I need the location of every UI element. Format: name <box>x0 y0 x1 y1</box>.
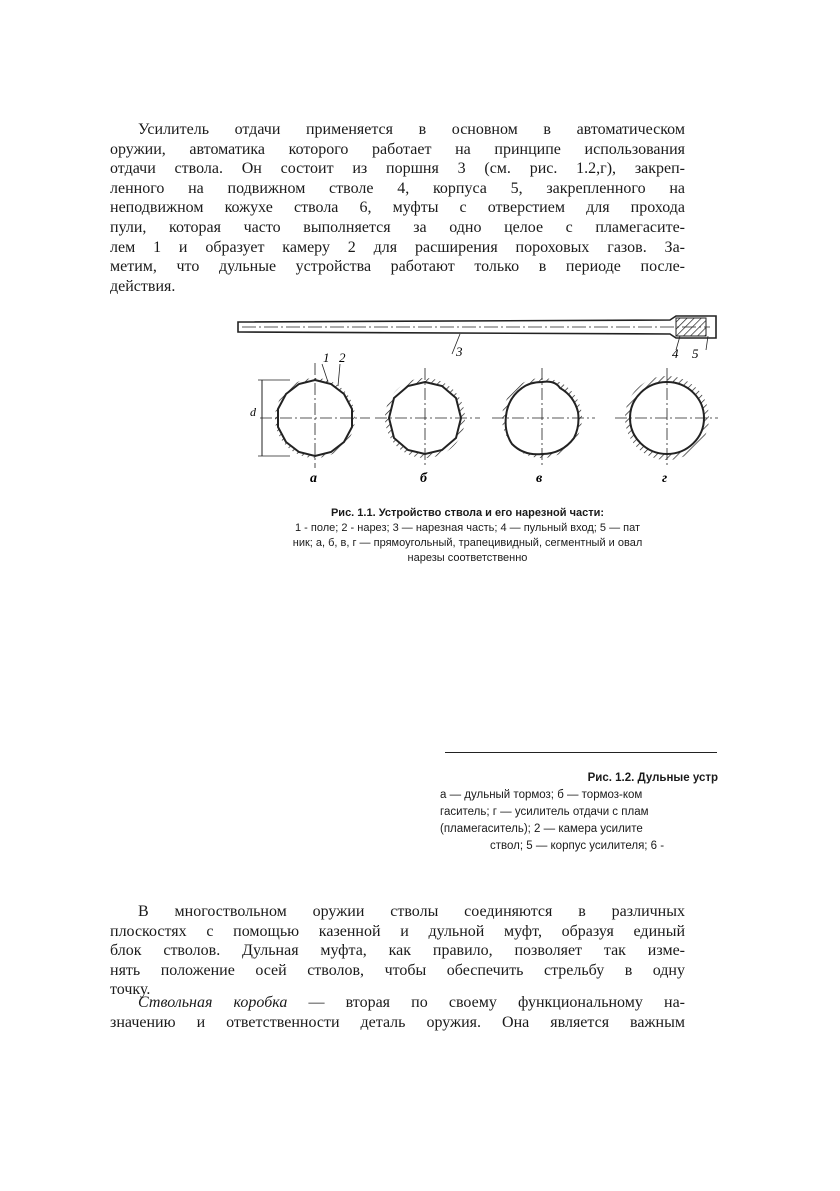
barrel-rifling-figure <box>230 308 720 494</box>
label-b: б <box>420 471 427 486</box>
label-a: а <box>310 471 317 486</box>
caption-line: ник; а, б, в, г — прямоугольный, трапецивидный, сегментный и овал <box>292 537 643 549</box>
text-line: точку. <box>110 981 151 999</box>
label-1: 1 <box>323 350 330 365</box>
text-line: блок стволов. Дульная муфта, как правило, позволяет так изме- <box>110 942 685 960</box>
text-line: неподвижном кожухе ствола 6, муфты с отверстием для прохода <box>110 199 685 217</box>
caption-line: (пламегаситель); 2 — камера усилите <box>440 823 643 835</box>
caption-line: а — дульный тормоз; б — тормоз-ком <box>440 789 643 801</box>
caption-title: Рис. 1.2. Дульные устр <box>587 772 718 784</box>
text-line: значению и ответственности деталь оружия. Она является важным <box>110 1013 685 1031</box>
label-g: г <box>662 471 668 486</box>
figure-1-1-caption <box>210 506 725 566</box>
text-line: пули, которая часто выполняется за одно целое с пламегасите- <box>110 218 685 236</box>
barrel-label-3: 3 <box>456 344 463 359</box>
section-oval <box>615 368 718 468</box>
label-v: в <box>536 471 543 486</box>
text-line: оружии, автоматика которого работает на принципе использования <box>110 140 685 158</box>
text-line: лем 1 и образует камеру 2 для расширения пороховых газов. За- <box>110 238 685 256</box>
text-line: действия. <box>110 277 176 295</box>
label-2: 2 <box>339 350 346 365</box>
section-segmental <box>492 368 595 468</box>
caption-line: ствол; 5 — корпус усилителя; 6 - <box>490 840 665 852</box>
label-d: d <box>250 405 256 419</box>
text-line: отдачи ствола. Он состоит из поршня 3 (см. рис. 1.2,г), закреп- <box>110 160 685 178</box>
text-line: метим, что дульные устройства работают только в периоде после- <box>110 258 685 276</box>
barrel-label-5: 5 <box>692 346 699 361</box>
paragraph-recoil-booster <box>110 120 685 296</box>
text-line: ленного на подвижном стволе 4, корпуса 5, закрепленного на <box>110 179 685 197</box>
paragraph-receiver <box>110 993 685 1032</box>
barrel-drawing <box>238 316 716 354</box>
section-trapezoidal <box>375 368 480 468</box>
caption-line: гаситель; г — усилитель отдачи с плам <box>440 806 649 818</box>
figure-divider <box>445 752 717 753</box>
paragraph-multibarrel <box>110 902 685 1000</box>
section-rectangular <box>258 363 370 468</box>
text-line: нять положение осей стволов, чтобы обеспечить стрельбу в одну <box>110 961 685 979</box>
caption-line: 1 - поле; 2 - нарез; 3 — нарезная часть; 4 — пульный вход; 5 — пат <box>294 522 640 534</box>
term-receiver: Ствольная коробка <box>138 994 288 1011</box>
text-line <box>110 993 685 1013</box>
text-fragment: — вторая по своему функциональному на- <box>287 994 685 1011</box>
text-line: Усилитель отдачи применяется в основном в автоматическом <box>138 121 685 138</box>
figure-1-2-caption <box>440 770 718 855</box>
caption-title: Рис. 1.1. Устройство ствола и его нарезной части: <box>330 507 605 519</box>
barrel-label-4: 4 <box>672 346 679 361</box>
text-line: плоскостях с помощью казенной и дульной муфт, образуя единый <box>110 922 685 940</box>
caption-line: нарезы соответственно <box>407 552 528 564</box>
text-line: В многоствольном оружии стволы соединяются в различных <box>138 903 685 920</box>
